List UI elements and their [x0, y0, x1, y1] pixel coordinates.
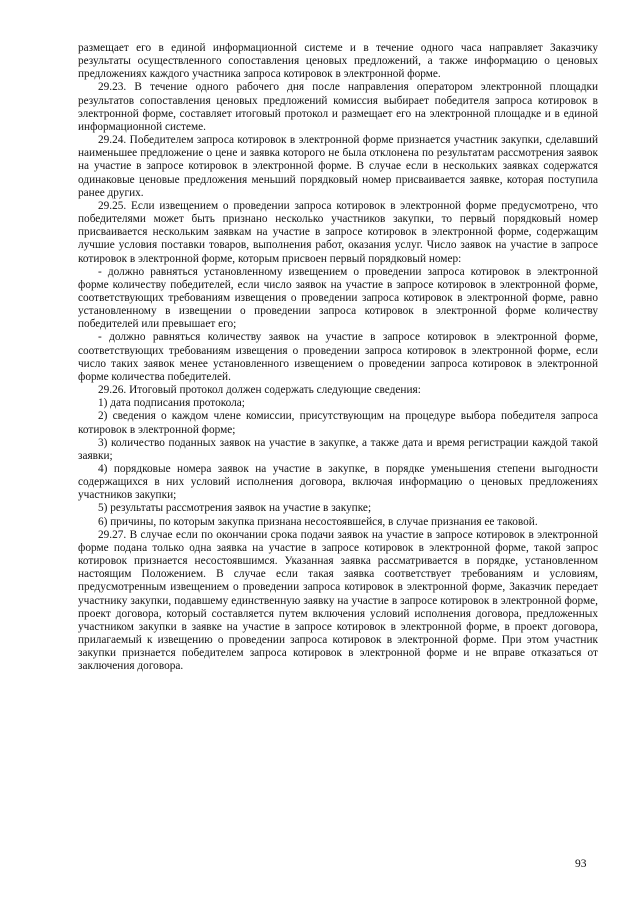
- paragraph-29-25-item-1: - должно равняться установленному извещением о проведении запроса котировок в электронной форме количеству победителей, если число заявок на участие в запросе котировок в электронной форме, соответствующих требованиям извещения о проведении запроса котировок в электронной форме, равно установленному в извещении о проведении запроса котировок в электронной форме количеству победителей или превышает его;: [78, 265, 598, 331]
- document-body: [78, 42, 598, 674]
- list-item-4: 4) порядковые номера заявок на участие в закупке, в порядке уменьшения степени выгодности содержащихся в них условий исполнения договора, включая информацию о ценовых предложениях участников закупки;: [78, 463, 598, 502]
- paragraph-29-27: 29.27. В случае если по окончании срока подачи заявок на участие в запросе котировок в электронной форме подана только одна заявка на участие в запросе котировок в электронной форме, такой запрос котировок признается несостоявшимся. Указанная заявка рассматривается в порядке, установленном настоящим Положением. В случае если такая заявка соответствует требованиям и условиям, предусмотренным извещением о проведении запроса котировок в электронной форме, Заказчик передает участнику закупки, подавшему единственную заявку на участие в запросе котировок в электронной форме, проект договора, который составляется путем включения условий исполнения договора, предложенных участником закупки в заявке на участие в запросе котировок в электронной форме, в проект договора, прилагаемый к извещению о проведении запроса котировок в электронной форме. При этом участник закупки признается победителем запроса котировок в электронной форме и не вправе отказаться от заключения договора.: [78, 528, 598, 673]
- paragraph-29-26: 29.26. Итоговый протокол должен содержать следующие сведения:: [98, 384, 421, 397]
- list-item-5: 5) результаты рассмотрения заявок на участие в закупке;: [98, 502, 372, 515]
- paragraph-29-24: 29.24. Победителем запроса котировок в электронной форме признается участник закупки, сделавший наименьшее предложение о цене и заявка которого не была отклонена по результатам рассмотрения заявок на участие в запросе котировок в электронной форме. В случае если в нескольких заявках содержатся одинаковые ценовые предложения меньший порядковый номер присваивается заявке, которая поступила ранее других.: [78, 134, 598, 199]
- paragraph-29-25: 29.25. Если извещением о проведении запроса котировок в электронной форме предусмотрено, что победителями может быть признано несколько участников закупки, то первый порядковый номер присваивается нескольким заявкам на участие в запросе котировок в электронной форме, содержащим лучшие условия поставки товаров, выполнения работ, оказания услуг. Число заявок на участие в запросе котировок в электронной форме, которым присвоен первый порядковый номер:: [78, 199, 598, 265]
- list-item-1: 1) дата подписания протокола;: [98, 397, 245, 410]
- list-item-3: 3) количество поданных заявок на участие в закупке, а также дата и время регистрации каждой такой заявки;: [78, 436, 598, 462]
- page-number: 93: [575, 858, 587, 870]
- list-item-2: 2) сведения о каждом члене комиссии, присутствующим на процедуре выбора победителя запроса котировок в электронной форме;: [78, 410, 598, 436]
- paragraph-29-25-item-2: - должно равняться количеству заявок на участие в запросе котировок в электронной форме, соответствующих требованиям извещения о проведении запроса котировок в электронной форме, если число таких заявок менее установленного извещением о проведении запроса котировок в электронной форме количества победителей.: [78, 331, 598, 383]
- list-item-6: 6) причины, по которым закупка признана несостоявшейся, в случае признания ее таковой.: [98, 515, 538, 528]
- paragraph-29-23: 29.23. В течение одного рабочего дня после направления оператором электронной площадки результатов сопоставления ценовых предложений комиссия выбирает победителя запроса котировок в электронной форме, составляет итоговый протокол и размещает его на электронной площадке и в единой информационной системе.: [78, 81, 598, 133]
- paragraph-continuation: размещает его в единой информационной системе и в течение одного часа направляет Заказчику результаты осуществленного сопоставления ценовых предложений, а также информацию о ценовых предложениях каждого участника запроса котировок в электронной форме.: [78, 42, 598, 81]
